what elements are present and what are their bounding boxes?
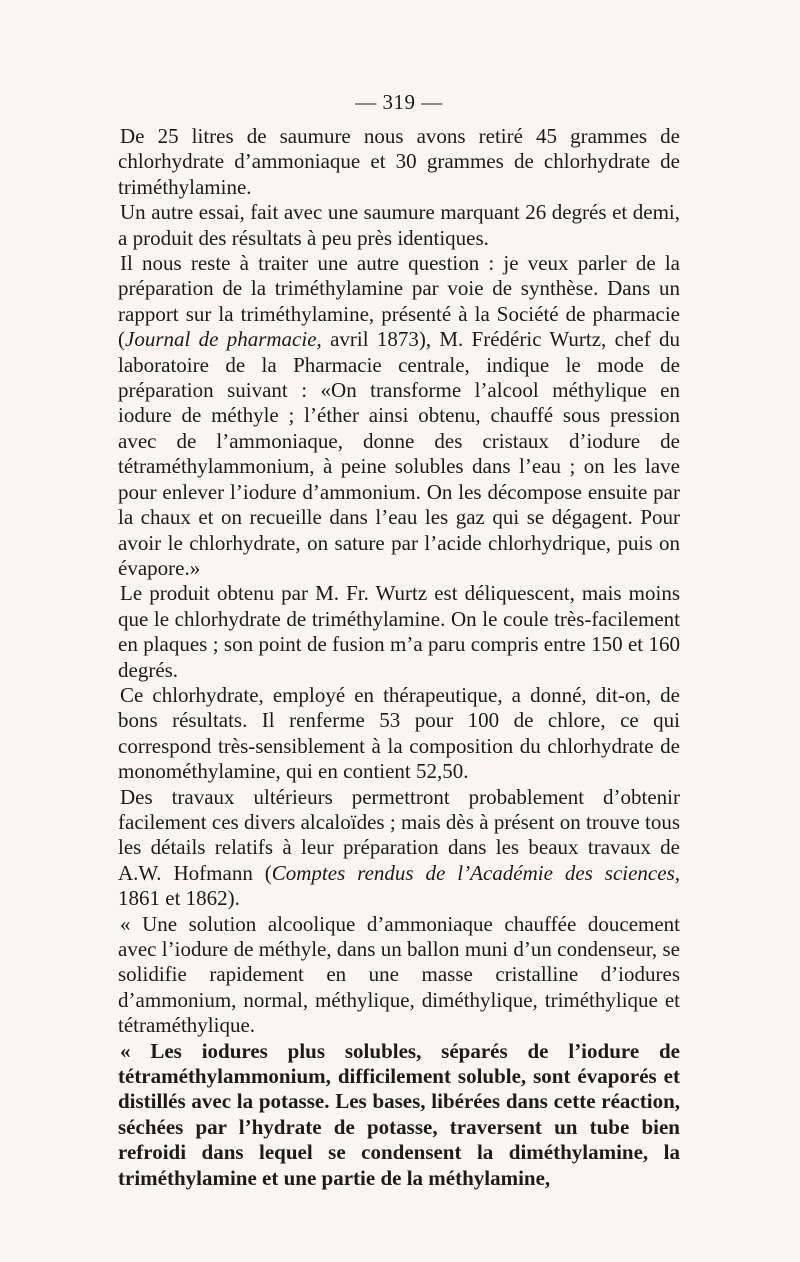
paragraph-3-text-start: Il nous reste à traiter une autre question : je veux parler de la préparation de la triméthylamine par voie de synthèse. Dans un rapport sur la triméthylamine, présenté à la Société de pharmacie ( (118, 251, 680, 352)
paragraph-7: « Une solution alcoolique d’ammoniaque chauffée doucement avec l’iodure de méthyle, dans un ballon muni d’un condenseur, se solidifie rapidement en une masse cristalline d’iodures d’ammonium, normal, méthylique, diméthylique, triméthylique et tétraméthylique. (118, 911, 680, 1038)
paragraph-6-text-end: , 1861 et 1862). (118, 860, 680, 911)
paragraph-6 (118, 785, 680, 912)
paragraph-6-text-start: Des travaux ultérieurs permettront probablement d’obtenir facilement ces divers alcaloïdes ; mais dès à présent on trouve tous les détails relatifs à leur préparation dans les beaux travaux de A.W. Hofmann ( (118, 784, 680, 885)
page-number: — 319 — (355, 90, 443, 114)
paragraph-8: « Les iodures plus solubles, séparés de l’iodure de tétraméthylammonium, difficilement soluble, sont évaporés et distillés avec la potasse. Les bases, libérées dans cette réaction, séchées par l’hydrate de potasse, traversent un tube bien refroidi dans lequel se condensent la diméthylamine, la triméthylamine et une partie de la méthylamine, (118, 1038, 680, 1190)
journal-citation: Journal de pharmacie (125, 327, 317, 352)
paragraph-5: Ce chlorhydrate, employé en thérapeutique, a donné, dit-on, de bons résultats. Il renferme 53 pour 100 de chlore, ce qui correspond très-sensiblement à la composition du chlorhydrate de monométhylamine, qui en contient 52,50. (118, 682, 680, 784)
paragraph-2: Un autre essai, fait avec une saumure marquant 26 degrés et demi, a produit des résultats à peu près identiques. (118, 200, 680, 250)
academy-citation: Comptes rendus de l’Académie des sciences (271, 860, 675, 885)
paragraph-3 (118, 251, 680, 581)
book-page (118, 90, 680, 1191)
paragraph-1: De 25 litres de saumure nous avons retiré 45 grammes de chlorhydrate d’ammoniaque et 30 grammes de chlorhydrate de triméthylamine. (118, 124, 680, 199)
paragraph-4: Le produit obtenu par M. Fr. Wurtz est déliquescent, mais moins que le chlorhydrate de triméthylamine. On le coule très-facilement en plaques ; son point de fusion m’a paru compris entre 150 et 160 degrés. (118, 581, 680, 682)
paragraph-3-text-end: , avril 1873), M. Frédéric Wurtz, chef du laboratoire de la Pharmacie centrale, indique le mode de préparation suivant : «On transforme l’alcool méthylique en iodure de méthyle ; l’éther ainsi obtenu, chauffé sous pression avec de l’ammoniaque, donne des cristaux d’iodure de tétraméthylammonium, à peine solubles dans l’eau ; on les lave pour enlever l’iodure d’ammonium. On les décompose ensuite par la chaux et on recueille dans l’eau les gaz qui se dégagent. Pour avoir le chlorhydrate, on sature par l’acide chlorhydrique, puis on évapore.» (118, 327, 680, 580)
